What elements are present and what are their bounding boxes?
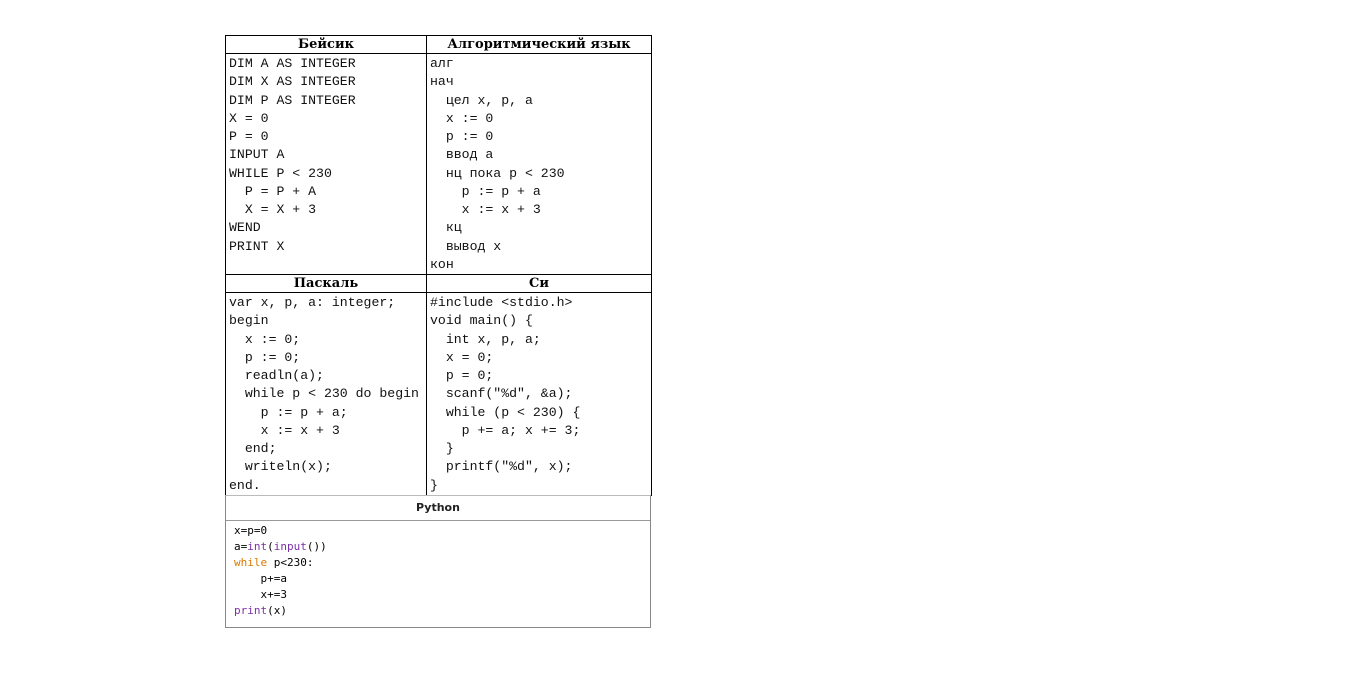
- header-algorithmic: Алгоритмический язык: [427, 36, 652, 54]
- python-line: [234, 571, 650, 587]
- algorithmic-code: алг нач цел x, p, a x := 0 p := 0 ввод a нц пока p < 230 p := p + a x := x + 3 кц вывод x кон: [430, 56, 565, 272]
- python-line: [234, 555, 650, 571]
- builtin-input: input: [273, 540, 307, 553]
- algorithmic-cell: [427, 54, 652, 275]
- header-python: Python: [226, 496, 650, 521]
- header-pascal: Паскаль: [226, 275, 427, 293]
- python-block: [225, 495, 651, 628]
- basic-code: DIM A AS INTEGER DIM X AS INTEGER DIM P AS INTEGER X = 0 P = 0 INPUT A WHILE P < 230 P = P + A X = X + 3 WEND PRINT X: [229, 56, 356, 254]
- python-line1-text: x=p=0: [234, 524, 268, 537]
- header-c: Си: [427, 275, 652, 293]
- python-line6-rest: (x): [267, 604, 287, 617]
- python-line4-text: p+=a: [234, 572, 287, 585]
- basic-cell: [226, 54, 427, 275]
- python-line5-text: x+=3: [234, 588, 287, 601]
- python-line3-rest: p<230:: [267, 556, 314, 569]
- header-basic: Бейсик: [226, 36, 427, 54]
- code-comparison-table: [225, 35, 652, 496]
- builtin-print: print: [234, 604, 268, 617]
- python-line: [234, 523, 650, 539]
- c-cell: [427, 293, 652, 496]
- python-code: [226, 521, 650, 619]
- c-code: #include <stdio.h> void main() { int x, p, a; x = 0; p = 0; scanf("%d", &a); while (p < 230) { p += a; x += 3; } printf("%d", x); }: [430, 295, 581, 493]
- keyword-while: while: [234, 556, 268, 569]
- python-line: [234, 603, 650, 619]
- pascal-cell: [226, 293, 427, 496]
- builtin-int: int: [247, 540, 268, 553]
- python-line: a=int(input()): [234, 540, 327, 553]
- python-line: [234, 587, 650, 603]
- pascal-code: var x, p, a: integer; begin x := 0; p := 0; readln(a); while p < 230 do begin p := p + a; x := x + 3 end; writeln(x); end.: [229, 295, 419, 493]
